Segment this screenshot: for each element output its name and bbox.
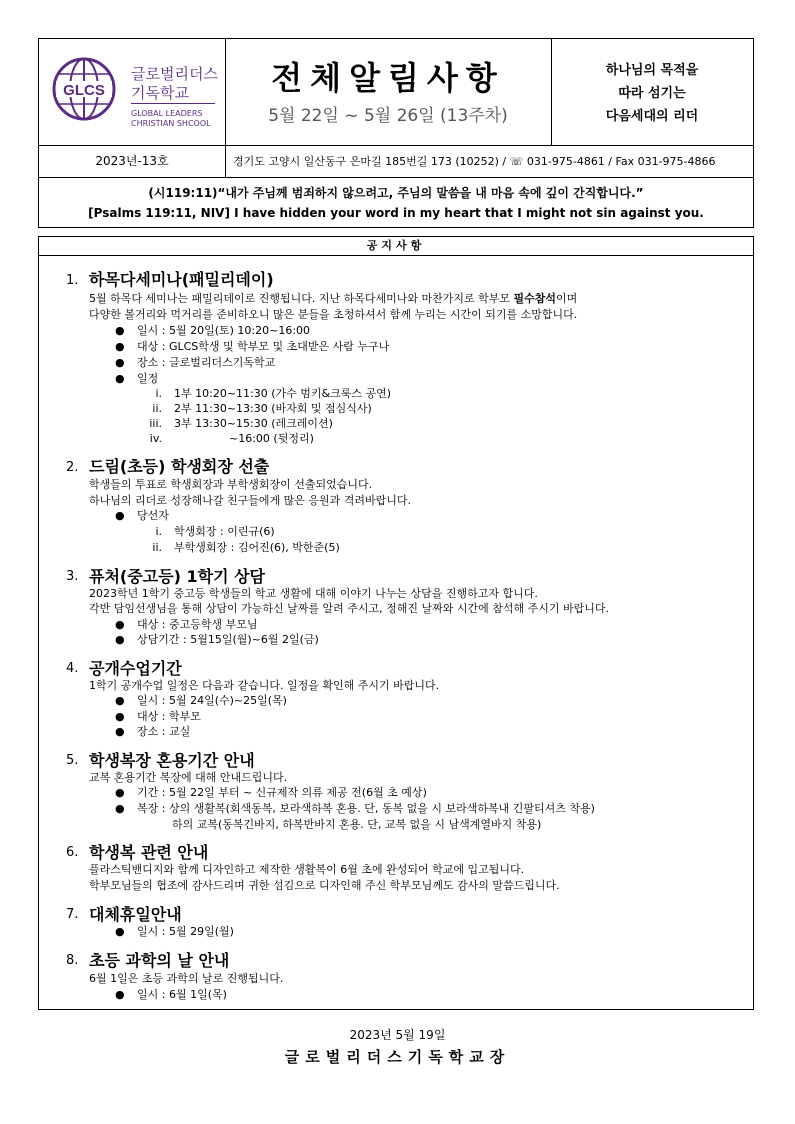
sub-item: ii. 2부 11:30~13:30 (바자회 및 점심식사)	[152, 402, 372, 415]
principal-signature: 글로벌리더스기독학교장	[284, 1048, 511, 1066]
verse-en: [Psalms 119:11, NIV] I have hidden your word in my heart that I might not sin against you.	[88, 206, 704, 220]
issue-date: 2023년 5월 19일	[349, 1028, 446, 1042]
section-title: 대체휴일안내	[89, 905, 182, 924]
logo-cell	[39, 39, 226, 145]
bullet-item: ● 상담기간 : 5월15일(월)~6월 2일(금)	[115, 633, 319, 646]
section-number: 4.	[66, 661, 79, 676]
verse-ko: (시119:11)“내가 주님께 범죄하지 않으려고, 주님의 말씀을 내 마음 속에 깊이 간직합니다.”	[148, 186, 644, 200]
issue-number: 2023년-13호	[39, 146, 226, 177]
bullet-item: ● 대상 : GLCS학생 및 학부모 및 초대받은 사람 누구나	[115, 340, 390, 353]
motto-line-3: 다음세대의 리더	[605, 109, 699, 124]
section-title: 학생복 관련 안내	[89, 843, 209, 862]
school-address: 경기도 고양시 일산동구 은마길 185번길 173 (10252) / ☏ 031-975-4861 / Fax 031-975-4866	[233, 155, 716, 168]
bullet-item: ● 일정	[115, 372, 159, 385]
bullet-item: ● 일시 : 5월 24일(수)~25일(목)	[115, 694, 287, 707]
logo-divider	[131, 103, 215, 104]
section-title: 하목다세미나(패밀리데이)	[89, 270, 274, 289]
section-title: 학생복장 혼용기간 안내	[89, 751, 255, 770]
bullet-item: ● 당선자	[115, 509, 169, 522]
section-number: 8.	[66, 953, 79, 968]
page-title: 전체알림사항	[271, 59, 505, 97]
motto-cell	[551, 39, 753, 145]
section-number: 3.	[66, 569, 79, 584]
motto-line-1: 하나님의 목적을	[605, 63, 699, 78]
school-name-ko-1: 글로벌리더스	[131, 65, 218, 83]
sub-item: iv. ~16:00 (뒷정리)	[149, 432, 314, 445]
title-cell	[225, 39, 552, 145]
section-text: 다양한 볼거리와 먹거리를 준비하오니 많은 분들을 초청하셔서 함께 누리는 시간이 되기를 소망합니다.	[89, 308, 578, 321]
bullet-item: ● 대상 : 중고등학생 부모님	[115, 618, 258, 631]
bullet-item: ● 기간 : 5월 22일 부터 ~ 신규제작 의류 제공 전(6월 초 예상)	[115, 786, 427, 799]
bullet-item: ● 장소 : 교실	[115, 725, 191, 738]
sub-item: ii. 부학생회장 : 김어진(6), 박한준(5)	[152, 541, 340, 554]
bullet-item: ● 복장 : 상의 생활복(회색동복, 보라색하복 혼용. 단, 동복 없을 시 보라색하복내 긴팔티셔츠 착용)	[115, 802, 595, 815]
bullet-item: ● 장소 : 글로벌리더스기독학교	[115, 356, 276, 369]
section-text: 1학기 공개수업 일정은 다음과 같습니다. 일정을 확인해 주시기 바랍니다.	[89, 679, 440, 692]
section-title: 퓨처(중고등) 1학기 상담	[89, 567, 266, 586]
motto-line-2: 따라 섬기는	[618, 86, 686, 101]
bullet-item: ● 일시 : 6월 1일(목)	[115, 988, 227, 1001]
info-row	[38, 146, 754, 178]
section-text: 각반 담임선생님을 통해 상담이 가능하신 날짜를 알려 주시고, 정해진 날짜와 시간에 참석해 주시기 바랍니다.	[89, 602, 609, 615]
header-table	[38, 38, 754, 146]
notice-heading: 공지사항	[39, 237, 753, 256]
bullet-item: ● 일시 : 5월 20일(토) 10:20~16:00	[115, 324, 311, 337]
section-number: 1.	[66, 273, 79, 288]
section-number: 6.	[66, 845, 79, 860]
section-text: 5월 하목다 세미나는 패밀리데이로 진행됩니다. 지난 하목다세미나와 마찬가지로 학부모 필수참석이며	[89, 292, 578, 305]
section-text: 6월 1일은 초등 과학의 날로 진행됩니다.	[89, 972, 284, 985]
section-number: 2.	[66, 460, 79, 475]
emphasis-text: 필수참석	[513, 292, 557, 305]
bullet-item: ● 대상 : 학부모	[115, 710, 201, 723]
section-title: 드림(초등) 학생회장 선출	[89, 457, 270, 476]
section-text: 학부모님들의 협조에 감사드리며 귀한 섬김으로 디자인해 주신 학부모님께도 감사의 말씀드립니다.	[89, 879, 560, 892]
sub-item: i. 학생회장 : 이린규(6)	[155, 525, 275, 538]
sub-item: iii. 3부 13:30~15:30 (레크레이션)	[149, 417, 333, 430]
school-name-ko-2: 기독학교	[131, 84, 189, 102]
bullet-continuation: 하의 교복(동복긴바지, 하복반바지 혼용. 단, 교복 없을 시 남색계열바지 착용)	[172, 818, 542, 831]
sub-item: i. 1부 10:20~11:30 (가수 범키&크룩스 공연)	[155, 387, 392, 400]
section-number: 5.	[66, 753, 79, 768]
section-title: 공개수업기간	[89, 659, 182, 678]
page-subtitle: 5월 22일 ~ 5월 26일 (13주차)	[268, 106, 508, 126]
bullet-item: ● 일시 : 5월 29일(월)	[115, 925, 234, 938]
section-number: 7.	[66, 907, 79, 922]
svg-text:GLCS: GLCS	[63, 82, 105, 99]
school-logo-emblem	[51, 56, 117, 122]
section-text: 학생들의 투표로 학생회장과 부학생회장이 선출되었습니다.	[89, 478, 373, 491]
section-text: 하나님의 리더로 성장해나갈 친구들에게 많은 응원과 격려바랍니다.	[89, 494, 412, 507]
section-title: 초등 과학의 날 안내	[89, 951, 230, 970]
section-text: 플라스틱밴디지와 함께 디자인하고 제작한 생활복이 6월 초에 완성되어 학교에 입고됩니다.	[89, 863, 525, 876]
verse-row	[38, 178, 754, 228]
school-name-en-1: GLOBAL LEADERS	[131, 109, 203, 118]
notice-box	[38, 236, 754, 1010]
section-text: 교복 혼용기간 복장에 대해 안내드립니다.	[89, 771, 288, 784]
section-text: 2023학년 1학기 중고등 학생들의 학교 생활에 대해 이야기 나누는 상담을 진행하고자 합니다.	[89, 587, 538, 600]
school-name-en-2: CHRISTIAN SHCOOL	[131, 119, 211, 128]
